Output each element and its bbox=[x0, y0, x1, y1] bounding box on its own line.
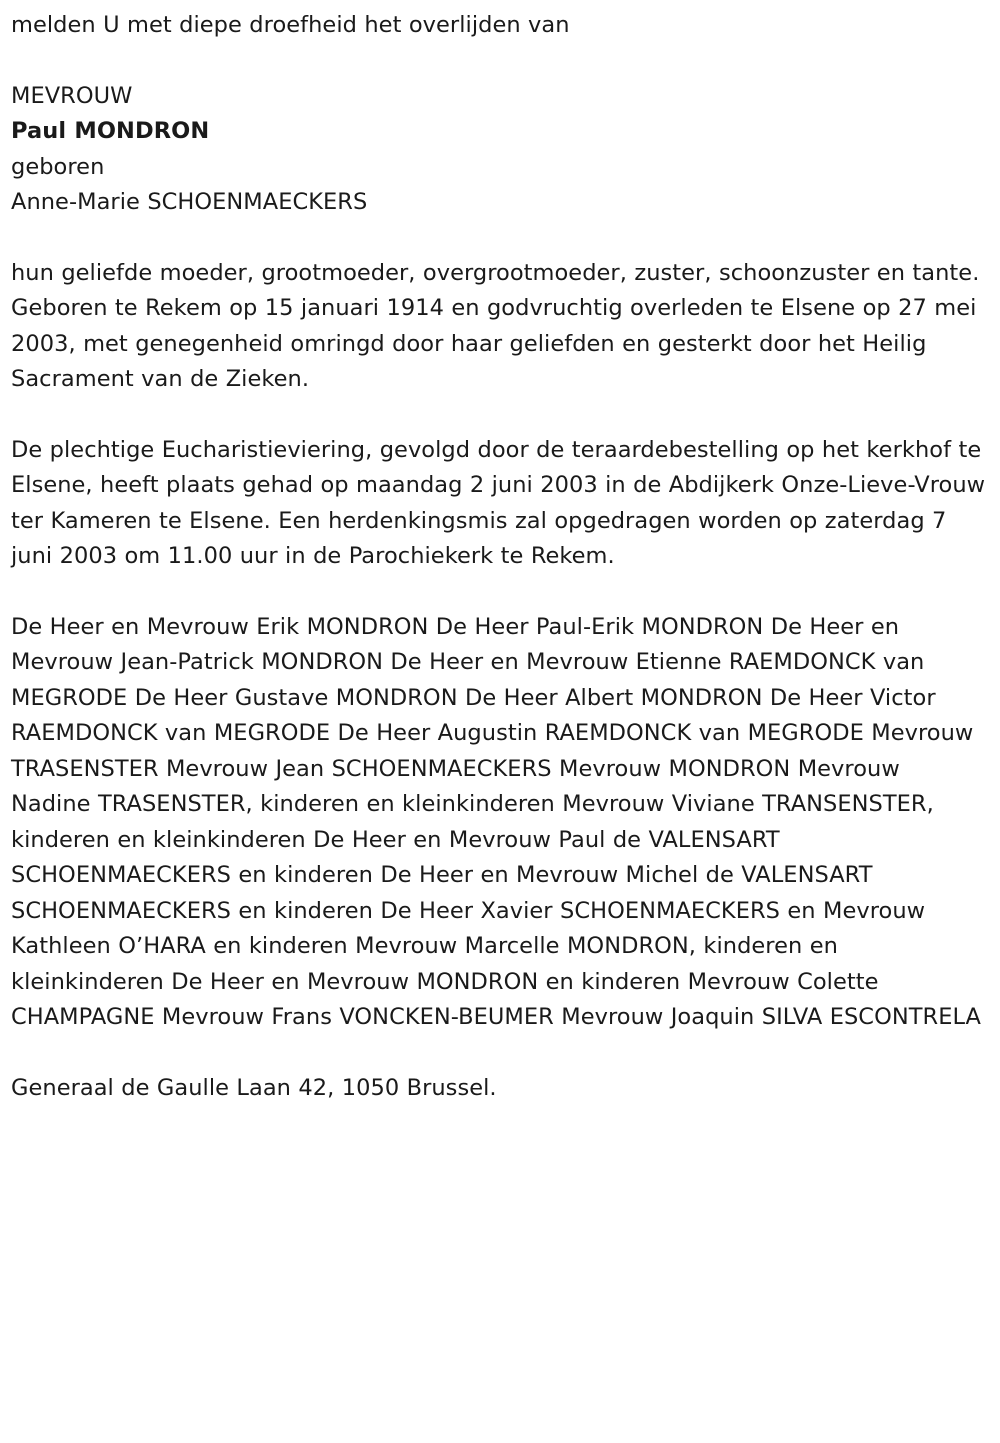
relation-paragraph: hun geliefde moeder, grootmoeder, overgrootmoeder, zuster, schoonzuster en tante. Geboren te Rekem op 15 januari 1914 en godvruchtig overleden te Elsene op 27 mei 2003, met genegenheid omringd door haar geliefden en gesterkt door het Heilig Sacrament van de Zieken. bbox=[11, 259, 980, 392]
deceased-identity-block bbox=[11, 79, 986, 221]
address-paragraph bbox=[11, 1071, 986, 1107]
address-line: Generaal de Gaulle Laan 42, 1050 Brussel. bbox=[11, 1074, 497, 1101]
deceased-maiden-name: Anne-Marie SCHOENMAECKERS bbox=[11, 189, 368, 215]
born-label: geboren bbox=[11, 153, 105, 180]
intro-paragraph bbox=[11, 8, 986, 44]
family-names-paragraph: De Heer en Mevrouw Erik MONDRON De Heer Paul-Erik MONDRON De Heer en Mevrouw Jean-Patrick MONDRON De Heer en Mevrouw Etienne RAEMDONCK van MEGRODE De Heer Gustave MONDRON De Heer Albert MONDRON De Heer Victor RAEMDONCK van MEGRODE De Heer Augustin RAEMDONCK van MEGRODE Mevrouw TRASENSTER Mevrouw Jean SCHOENMAECKERS Mevrouw MONDRON Mevrouw Nadine TRASENSTER, kinderen en kleinkinderen Mevrouw Viviane TRANSENSTER, kinderen en kleinkinderen De Heer en Mevrouw Paul de VALENSART SCHOENMAECKERS en kinderen De Heer en Mevrouw Michel de VALENSART SCHOENMAECKERS en kinderen De Heer Xavier SCHOENMAECKERS en Mevrouw Kathleen OʼHARA en kinderen Mevrouw Marcelle MONDRON, kinderen en kleinkinderen De Heer en Mevrouw MONDRON en kinderen Mevrouw Colette CHAMPAGNE Mevrouw Frans VONCKEN-BEUMER Mevrouw Joaquin SILVA ESCONTRELA bbox=[11, 613, 981, 1030]
ceremony-paragraph: De plechtige Eucharistieviering, gevolgd door de teraardebestelling op het kerkhof te Elsene, heeft plaats gehad op maandag 2 juni 2003 in de Abdijkerk Onze-Lieve-Vrouw ter Kameren te Elsene. Een herdenkingsmis zal opgedragen worden op zaterdag 7 juni 2003 om 11.00 uur in de Parochiekerk te Rekem. bbox=[11, 436, 986, 569]
intro-line: melden U met diepe droefheid het overlijden van bbox=[11, 12, 570, 38]
deceased-married-name: Paul MONDRON bbox=[11, 118, 210, 144]
deceased-title: MEVROUW bbox=[11, 82, 133, 109]
